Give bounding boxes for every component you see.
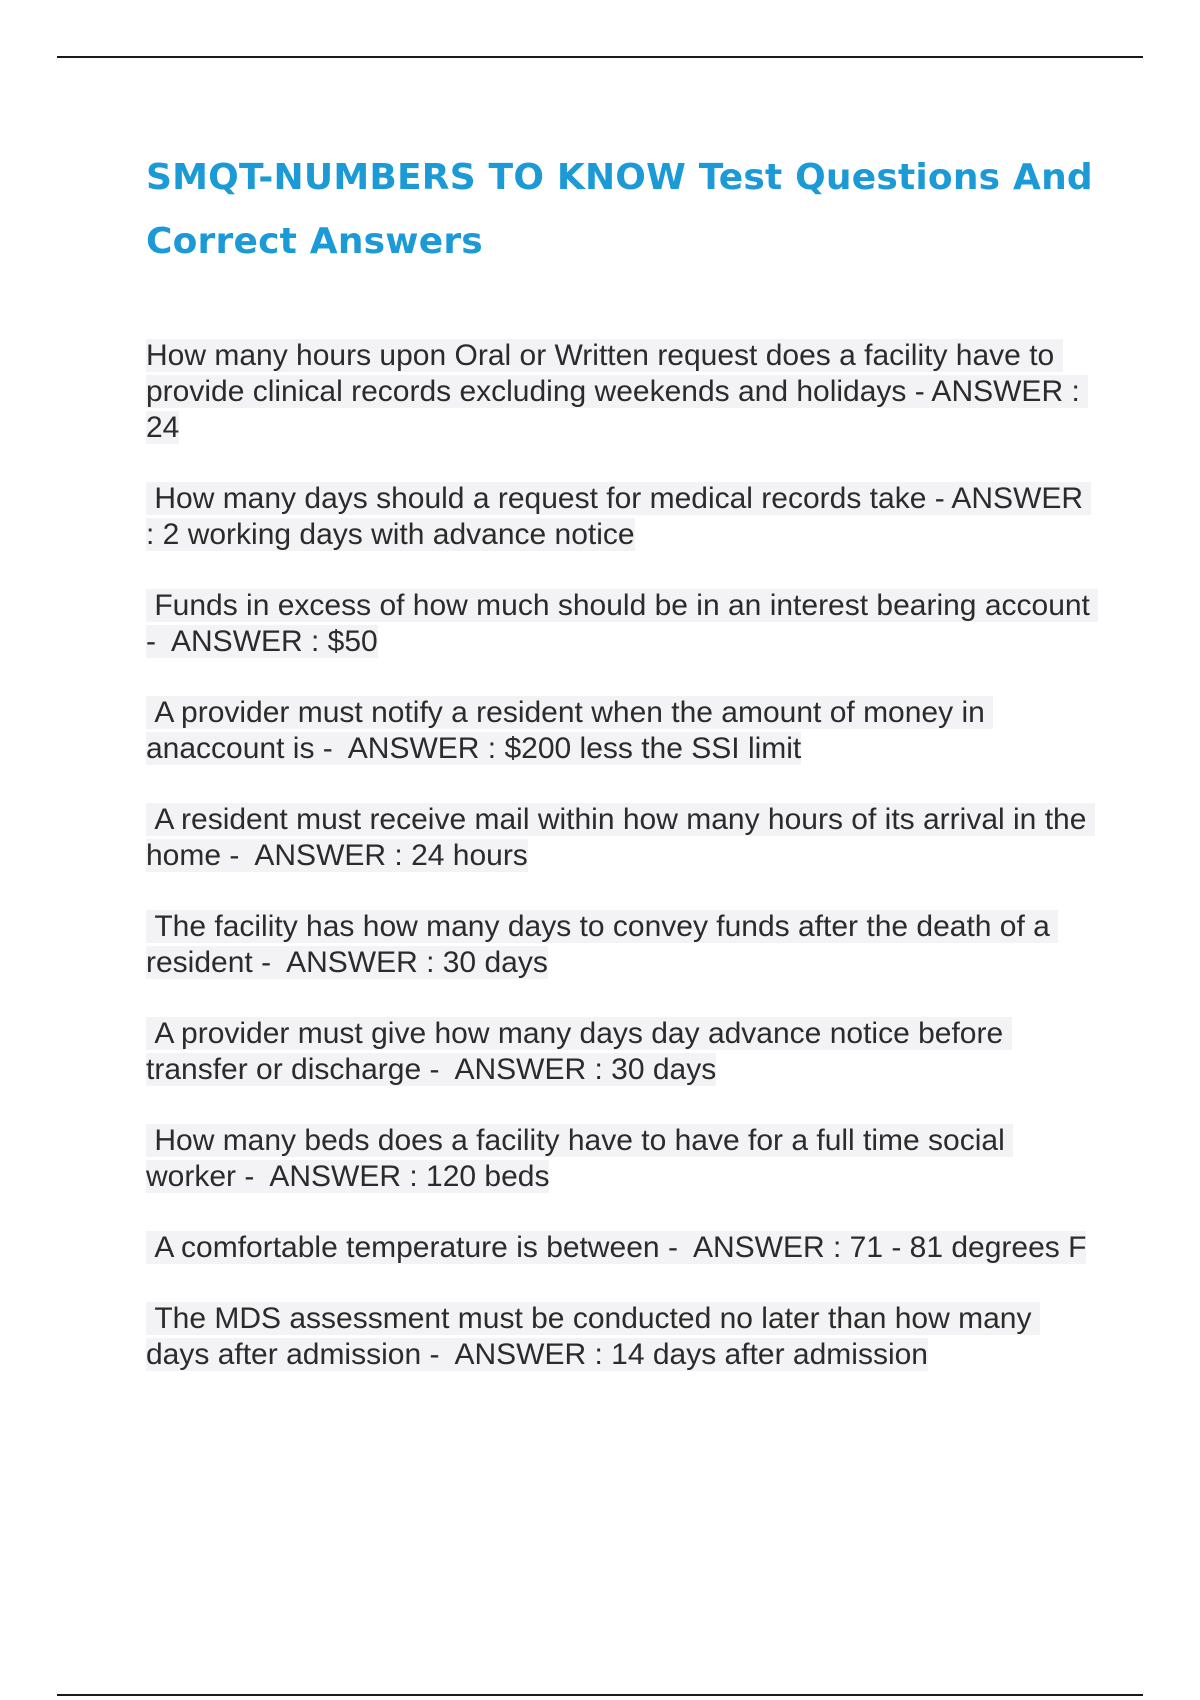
qa-text: How many beds does a facility have to have for a full time social worker - ANSWER : 120 beds: [146, 1124, 1014, 1193]
qa-item: [146, 338, 1096, 446]
qa-item: [146, 695, 1096, 767]
qa-item: [146, 1123, 1096, 1195]
qa-item: [146, 802, 1096, 874]
qa-item: [146, 1301, 1096, 1373]
qa-text: A resident must receive mail within how many hours of its arrival in the home - ANSWER : 24 hours: [146, 803, 1095, 872]
document-title: SMQT-NUMBERS TO KNOW Test Questions And Correct Answers: [146, 157, 1093, 262]
qa-text: How many days should a request for medical records take - ANSWER : 2 working days with advance notice: [146, 482, 1092, 551]
top-divider: [57, 56, 1143, 58]
qa-text: A comfortable temperature is between - ANSWER : 71 - 81 degrees F: [146, 1231, 1087, 1264]
qa-item: [146, 909, 1096, 981]
qa-text: A provider must give how many days day advance notice before transfer or discharge - ANSWER : 30 days: [146, 1017, 1012, 1086]
qa-text: How many hours upon Oral or Written request does a facility have to provide clinical records excluding weekends and holidays - ANSWER : 24: [146, 339, 1089, 444]
qa-list: [146, 338, 1099, 1408]
qa-text: The facility has how many days to convey funds after the death of a resident - ANSWER : 30 days: [146, 910, 1059, 979]
qa-item: [146, 1230, 1096, 1266]
qa-item: [146, 481, 1096, 553]
bottom-divider: [57, 1694, 1143, 1696]
qa-item: [146, 1016, 1096, 1088]
qa-text: The MDS assessment must be conducted no later than how many days after admission - ANSWER : 14 days after admission: [146, 1302, 1040, 1371]
qa-text: Funds in excess of how much should be in an interest bearing account - ANSWER : $50: [146, 589, 1099, 658]
qa-text: A provider must notify a resident when the amount of money in anaccount is - ANSWER : $200 less the SSI limit: [146, 696, 994, 765]
qa-item: [146, 588, 1099, 660]
